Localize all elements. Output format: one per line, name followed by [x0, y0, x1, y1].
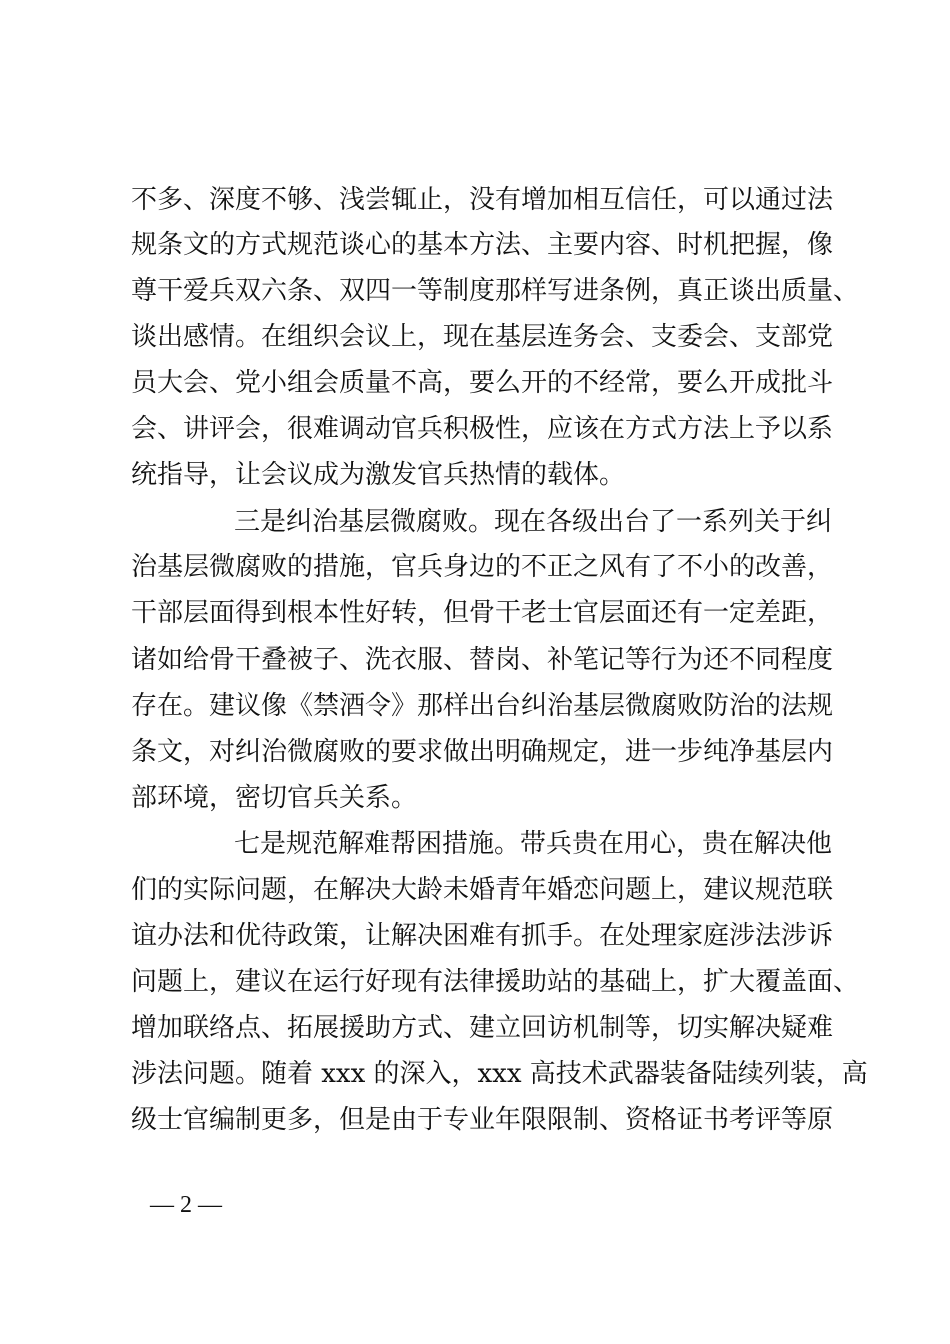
paragraph-line: 治基层微腐败的措施，官兵身边的不正之风有了不小的改善，	[131, 552, 834, 582]
paragraph-line: 规条文的方式规范谈心的基本方法、主要内容、时机把握，像	[131, 230, 834, 260]
paragraph-line: 谊办法和优待政策，让解决困难有抓手。在处理家庭涉法涉诉	[131, 921, 834, 951]
paragraph-line: 涉法问题。随着 xxx 的深入，xxx 高技术武器装备陆续列装，高	[131, 1059, 868, 1089]
paragraph-line: 不多、深度不够、浅尝辄止，没有增加相互信任，可以通过法	[131, 185, 834, 215]
paragraph-line: 会、讲评会，很难调动官兵积极性，应该在方式方法上予以系	[131, 414, 834, 444]
paragraph-line: 条文，对纠治微腐败的要求做出明确规定，进一步纯净基层内	[131, 737, 834, 767]
paragraph-line: 尊干爱兵双六条、双四一等制度那样写进条例，真正谈出质量、	[131, 276, 860, 306]
paragraph-line: 们的实际问题，在解决大龄未婚青年婚恋问题上，建议规范联	[131, 875, 834, 905]
paragraph-heading-line: 三是纠治基层微腐败。现在各级出台了一系列关于纠	[234, 507, 833, 537]
paragraph-line: 员大会、党小组会质量不高，要么开的不经常，要么开成批斗	[131, 368, 834, 398]
paragraph-line: 谈出感情。在组织会议上，现在基层连务会、支委会、支部党	[131, 322, 834, 352]
page-number: — 2 —	[150, 1192, 222, 1218]
paragraph-line: 级士官编制更多，但是由于专业年限限制、资格证书考评等原	[131, 1105, 834, 1135]
paragraph-heading-line: 七是规范解难帮困措施。带兵贵在用心，贵在解决他	[234, 829, 833, 859]
paragraph-line: 部环境，密切官兵关系。	[131, 783, 418, 813]
paragraph-line: 统指导，让会议成为激发官兵热情的载体。	[131, 460, 626, 490]
paragraph-line: 诸如给骨干叠被子、洗衣服、替岗、补笔记等行为还不同程度	[131, 645, 834, 675]
paragraph-line: 问题上，建议在运行好现有法律援助站的基础上，扩大覆盖面、	[131, 967, 860, 997]
paragraph-line: 存在。建议像《禁酒令》那样出台纠治基层微腐败防治的法规	[131, 691, 834, 721]
paragraph-line: 增加联络点、拓展援助方式、建立回访机制等，切实解决疑难	[131, 1013, 834, 1043]
paragraph-line: 干部层面得到根本性好转，但骨干老士官层面还有一定差距，	[131, 598, 834, 628]
